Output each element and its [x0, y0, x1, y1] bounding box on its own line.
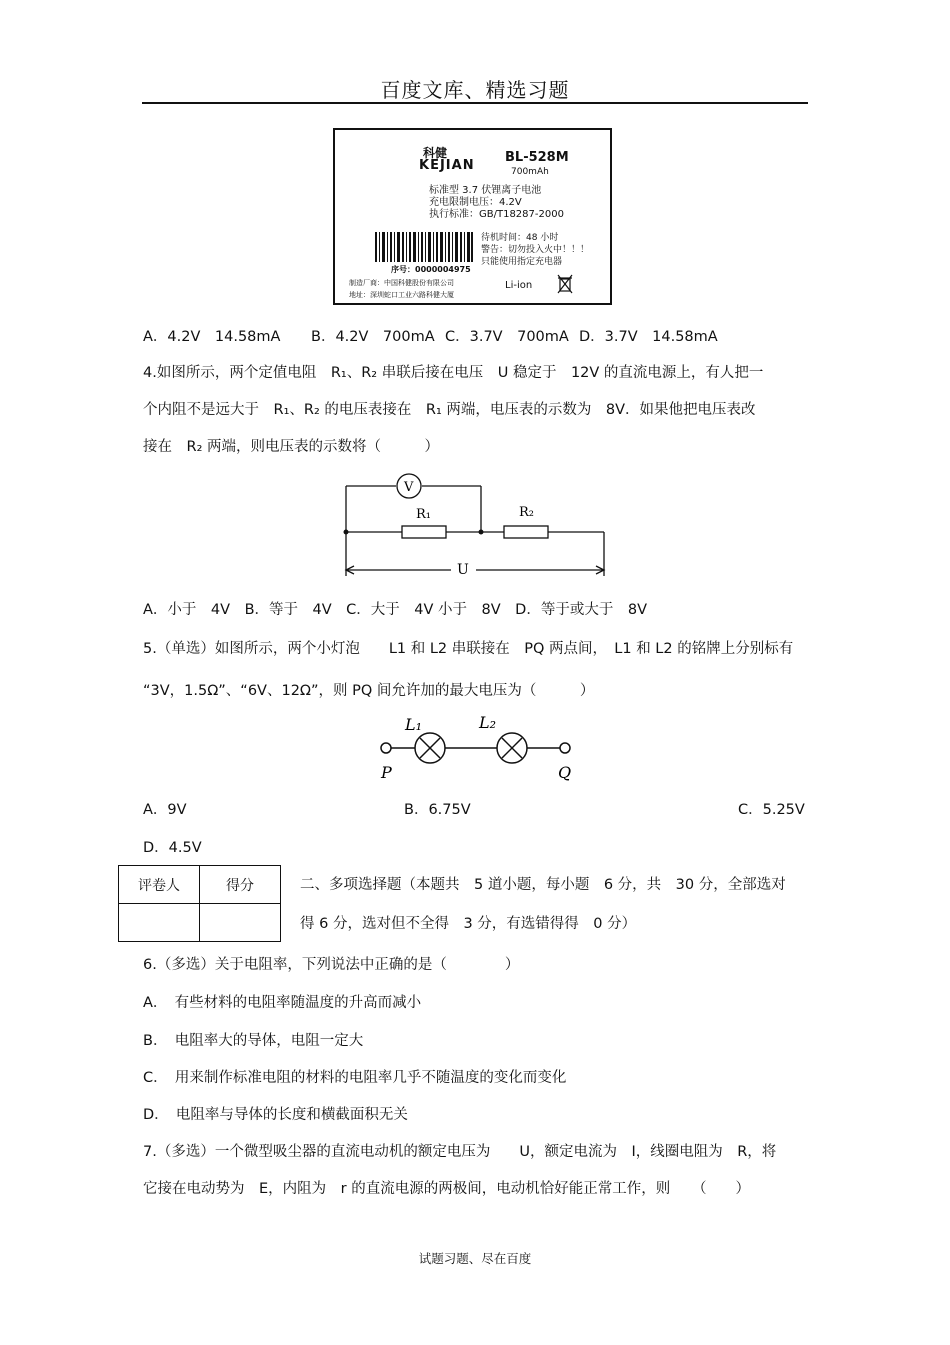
- q3-option-b: B．4.2V 700mA: [311, 329, 435, 345]
- q6-option-d: D． 电阻率与导体的长度和横截面积无关: [143, 1107, 408, 1123]
- q4-circuit-diagram: [336, 470, 616, 578]
- voltmeter-label: V: [404, 480, 414, 495]
- q4-options: A．小于 4V B．等于 4V C．大于 4V 小于 8V D．等于或大于 8V: [143, 602, 647, 618]
- battery-li-ion: Li-ion: [505, 280, 533, 291]
- q7-stem-line1: 7.（多选）一个微型吸尘器的直流电动机的额定电压为 U，额定电流为 I，线圈电阻为 R，将: [143, 1144, 777, 1160]
- barcode-graphic: [375, 232, 473, 262]
- battery-warning: 警告：切勿投入火中！！！: [481, 245, 590, 255]
- l2-label: L₂: [479, 713, 497, 732]
- p-label: P: [381, 763, 392, 782]
- battery-line3: 执行标准：GB/T18287-2000: [429, 209, 564, 220]
- q3-option-d: D．3.7V 14.58mA: [579, 329, 718, 345]
- q5-option-d: D．4.5V: [143, 840, 202, 856]
- q5-circuit-diagram: [375, 712, 580, 784]
- battery-model: BL-528M: [505, 150, 569, 165]
- score-cell: [200, 904, 281, 942]
- q5-stem-line1: 5.（单选）如图所示，两个小灯泡 L1 和 L2 串联接在 PQ 两点间， L1 和 L2 的铭牌上分别标有: [143, 641, 794, 657]
- l1-label: L₁: [405, 715, 423, 734]
- recycle-bin-icon: [557, 274, 573, 294]
- q5-option-c: C．5.25V: [738, 802, 805, 818]
- score-header: 得分: [200, 866, 281, 904]
- reviewer-cell: [119, 904, 200, 942]
- q6-option-c: C． 用来制作标准电阻的材料的电阻率几乎不随温度的变化而变化: [143, 1070, 567, 1086]
- q6-option-b: B． 电阻率大的导体，电阻一定大: [143, 1033, 364, 1049]
- q-label: Q: [558, 763, 572, 782]
- u-label: U: [457, 562, 469, 578]
- section2-heading-line2: 得 6 分，选对但不全得 3 分，有选错得得 0 分）: [300, 916, 637, 932]
- r1-label: R₁: [416, 507, 431, 522]
- q3-option-c: C．3.7V 700mA: [445, 329, 569, 345]
- battery-address: 地址：深圳蛇口工业六路科健大厦: [349, 291, 454, 299]
- battery-serial: 序号：0000004975: [391, 265, 471, 274]
- battery-line1: 标准型 3.7 伏锂离子电池: [429, 185, 542, 196]
- section2-heading-line1: 二、多项选择题（本题共 5 道小题，每小题 6 分，共 30 分，全部选对: [300, 877, 786, 893]
- battery-brand-en: KEJIAN: [419, 158, 475, 173]
- reviewer-header: 评卷人: [119, 866, 200, 904]
- q7-stem-line2: 它接在电动势为 E，内阻为 r 的直流电源的两极间，电动机恰好能正常工作，则 （ ）: [143, 1181, 750, 1197]
- battery-label-image: [333, 128, 612, 305]
- q6-option-a: A． 有些材料的电阻率随温度的升高而减小: [143, 995, 422, 1011]
- battery-charger-note: 只能使用指定充电器: [481, 257, 563, 267]
- q4-stem-line1: 4.如图所示，两个定值电阻 R₁、R₂ 串联后接在电压 U 稳定于 12V 的直流电源上，有人把一: [143, 365, 764, 381]
- q4-stem-line2: 个内阻不是远大于 R₁、R₂ 的电压表接在 R₁ 两端，电压表的示数为 8V．如果他把电压表改: [143, 402, 756, 418]
- r2-label: R₂: [519, 505, 534, 520]
- page-footer: 试题习题、尽在百度: [418, 1251, 532, 1266]
- q5-option-b: B．6.75V: [404, 802, 471, 818]
- battery-brand-cn: 科健: [423, 146, 448, 160]
- q5-stem-line2: “3V，1.5Ω”、“6V、12Ω”，则 PQ 间允许加的最大电压为（ ）: [143, 683, 595, 699]
- q5-option-a: A．9V: [143, 802, 187, 818]
- q3-option-a: A．4.2V 14.58mA: [143, 329, 281, 345]
- q4-stem-line3: 接在 R₂ 两端，则电压表的示数将（ ）: [143, 439, 439, 455]
- battery-capacity: 700mAh: [511, 167, 549, 177]
- q6-stem: 6.（多选）关于电阻率，下列说法中正确的是（ ）: [143, 957, 520, 973]
- header-rule: [142, 102, 808, 104]
- page-header-title: 百度文库、精选习题: [380, 78, 570, 102]
- battery-line2: 充电限制电压：4.2V: [429, 197, 522, 208]
- battery-standby: 待机时间：48 小时: [481, 233, 559, 243]
- score-table: [118, 865, 281, 942]
- battery-maker: 制造厂商：中国科健股份有限公司: [349, 279, 454, 287]
